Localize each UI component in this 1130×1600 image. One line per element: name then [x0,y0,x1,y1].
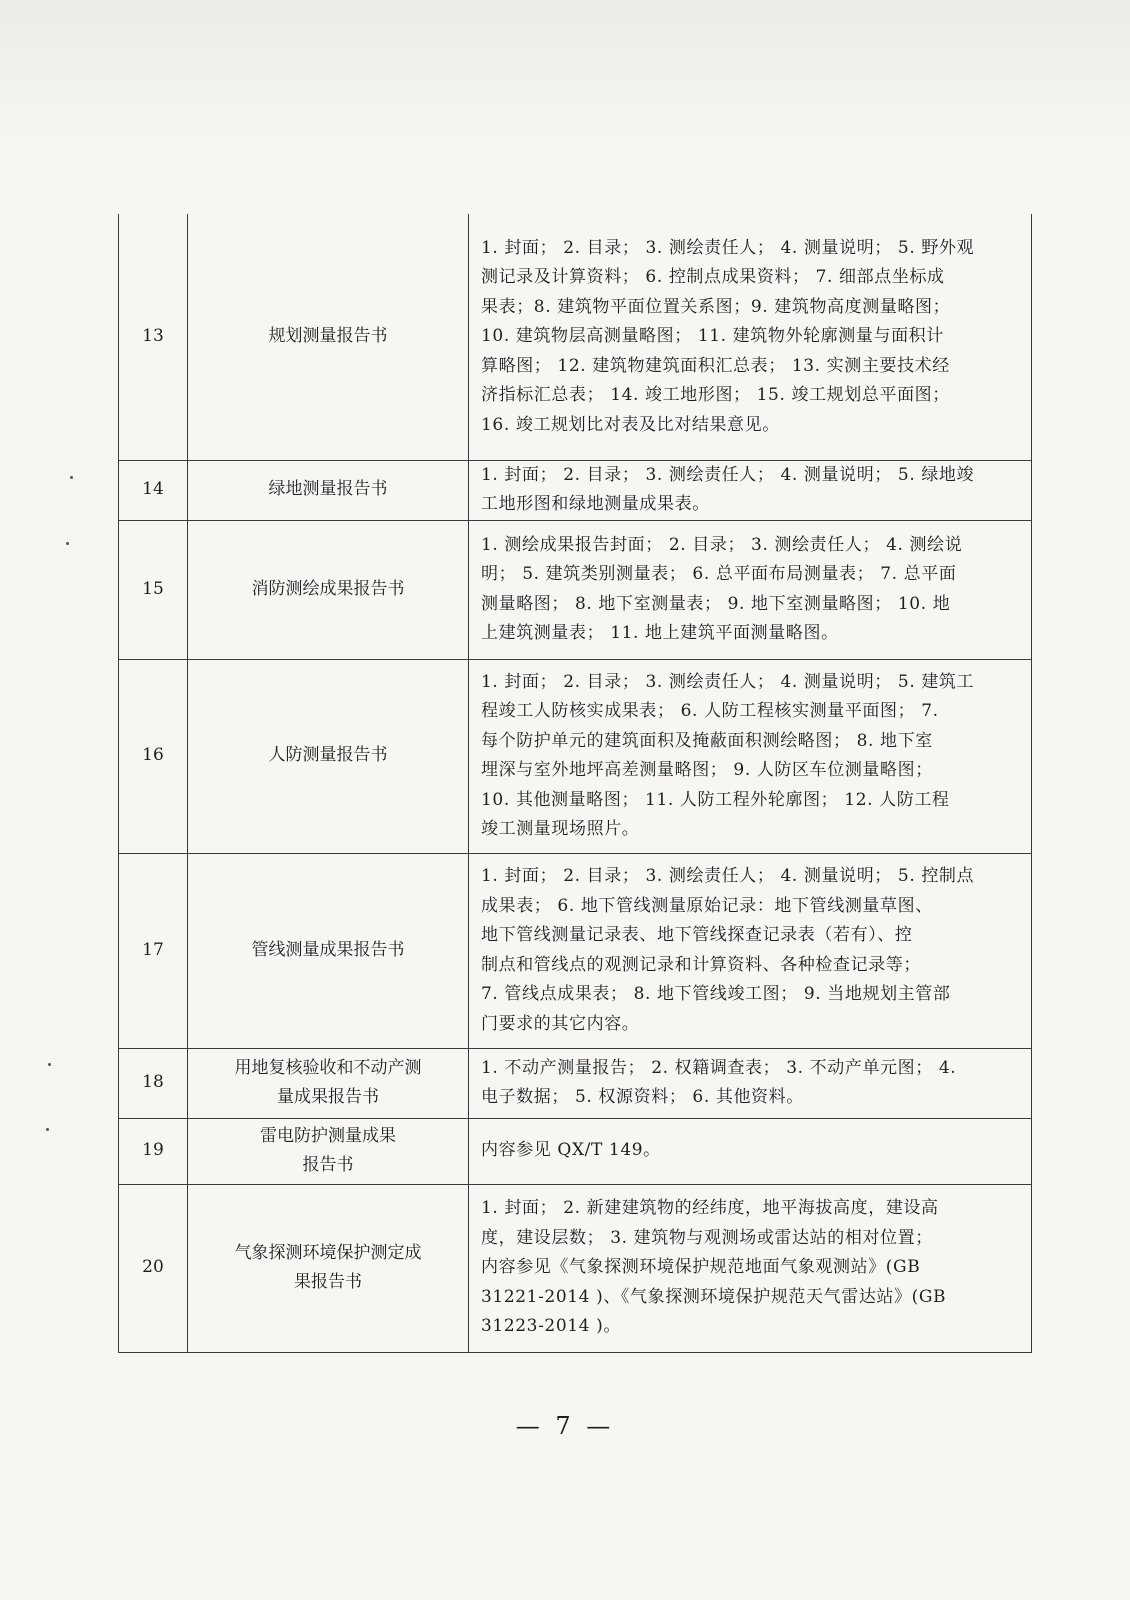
table-row [119,1118,1032,1184]
content-line: 成果表； 6. 地下管线测量原始记录：地下管线测量草图、 [481,895,933,916]
content-line: 测记录及计算资料； 6. 控制点成果资料； 7. 细部点坐标成 [481,267,945,287]
table-row [119,853,1032,1048]
content-line: 7. 管线点成果表； 8. 地下管线竣工图； 9. 当地规划主管部 [481,984,951,1004]
row-number: 15 [119,520,188,659]
report-contents [469,1118,1032,1184]
report-contents [469,1184,1032,1352]
report-name: 人防测量报告书 [188,659,469,853]
report-name-line: 气象探测环境保护测定成 [234,1242,422,1263]
report-name-line: 用地复核验收和不动产测 [234,1057,422,1078]
content-line: 内容参见《气象探测环境保护规范地面气象观测站》(GB [481,1257,921,1278]
content-line: 测量略图； 8. 地下室测量表； 9. 地下室测量略图； 10. 地 [481,593,951,614]
report-name: 规划测量报告书 [188,214,469,460]
report-name-line: 果报告书 [294,1272,362,1292]
content-line: 制点和管线点的观测记录和计算资料、各种检查记录等； [481,954,921,975]
report-name [188,1048,469,1118]
content-line: 门要求的其它内容。 [481,1013,640,1034]
report-name [188,1118,469,1184]
table-row [119,659,1032,853]
row-number: 16 [119,659,188,853]
table-row [119,1048,1032,1118]
content-line: 明； 5. 建筑类别测量表； 6. 总平面布局测量表； 7. 总平面 [481,564,957,584]
row-number: 13 [119,214,188,460]
content-line: 31223-2014 )。 [481,1316,621,1337]
report-name-line: 雷电防护测量成果 [260,1125,396,1146]
table-row [119,1184,1032,1352]
content-line: 每个防护单元的建筑面积及掩蔽面积测绘略图； 8. 地下室 [481,730,933,751]
table-row [119,214,1032,460]
page-number: — 7 — [515,1412,615,1440]
scan-speck [70,476,73,479]
content-line: 电子数据； 5. 权源资料； 6. 其他资料。 [481,1087,804,1107]
content-line: 果表；8. 建筑物平面位置关系图；9. 建筑物高度测量略图； [481,296,951,317]
report-name: 消防测绘成果报告书 [188,520,469,659]
report-name-line: 量成果报告书 [277,1087,379,1107]
content-line: 1. 封面； 2. 新建建筑物的经纬度，地平海拔高度，建设高 [481,1198,939,1219]
report-contents [469,460,1032,520]
table-row [119,460,1032,520]
row-number: 19 [119,1118,188,1184]
scan-header-shading [0,0,1130,150]
content-line: 1. 封面； 2. 目录； 3. 测绘责任人； 4. 测量说明； 5. 野外观 [481,237,975,258]
content-line: 内容参见 QX/T 149。 [481,1140,661,1161]
report-contents [469,214,1032,460]
content-line: 地下管线测量记录表、地下管线探查记录表（若有）、控 [481,925,913,945]
report-name: 管线测量成果报告书 [188,853,469,1048]
row-number: 18 [119,1048,188,1118]
content-line: 10. 建筑物层高测量略图； 11. 建筑物外轮廓测量与面积计 [481,326,944,346]
scan-speck [46,1128,49,1131]
content-line: 竣工测量现场照片。 [481,819,640,839]
report-contents [469,1048,1032,1118]
content-line: 上建筑测量表； 11. 地上建筑平面测量略图。 [481,623,839,643]
scan-speck [48,1063,51,1066]
content-line: 算略图； 12. 建筑物建筑面积汇总表； 13. 实测主要技术经 [481,355,950,376]
report-contents [469,520,1032,659]
content-line: 10. 其他测量略图； 11. 人防工程外轮廓图； 12. 人防工程 [481,789,950,810]
content-line: 程竣工人防核实成果表； 6. 人防工程核实测量平面图； 7. [481,701,939,721]
content-line: 1. 封面； 2. 目录； 3. 测绘责任人； 4. 测量说明； 5. 建筑工 [481,671,975,692]
content-line: 度，建设层数； 3. 建筑物与观测场或雷达站的相对位置； [481,1227,933,1248]
content-line: 1. 不动产测量报告； 2. 权籍调查表； 3. 不动产单元图； 4. [481,1057,957,1078]
report-name: 绿地测量报告书 [188,460,469,520]
report-table [118,214,1032,1353]
content-line: 济指标汇总表； 14. 竣工地形图； 15. 竣工规划总平面图； [481,385,950,405]
report-name-line: 报告书 [302,1155,354,1175]
table-row [119,520,1032,659]
content-line: 1. 封面； 2. 目录； 3. 测绘责任人； 4. 测量说明； 5. 控制点 [481,866,975,886]
content-line: 1. 测绘成果报告封面； 2. 目录； 3. 测绘责任人； 4. 测绘说 [481,534,963,555]
content-line: 1. 封面； 2. 目录； 3. 测绘责任人； 4. 测量说明； 5. 绿地竣 [481,464,975,485]
content-line: 工地形图和绿地测量成果表。 [481,494,710,514]
row-number: 17 [119,853,188,1048]
scan-speck [66,542,69,545]
row-number: 14 [119,460,188,520]
row-number: 20 [119,1184,188,1352]
content-line: 31221-2014 )、《气象探测环境保护规范天气雷达站》(GB [481,1286,947,1307]
report-contents [469,853,1032,1048]
report-contents [469,659,1032,853]
report-name [188,1184,469,1352]
content-line: 16. 竣工规划比对表及比对结果意见。 [481,414,780,435]
content-line: 埋深与室外地坪高差测量略图； 9. 人防区车位测量略图； [481,760,933,780]
